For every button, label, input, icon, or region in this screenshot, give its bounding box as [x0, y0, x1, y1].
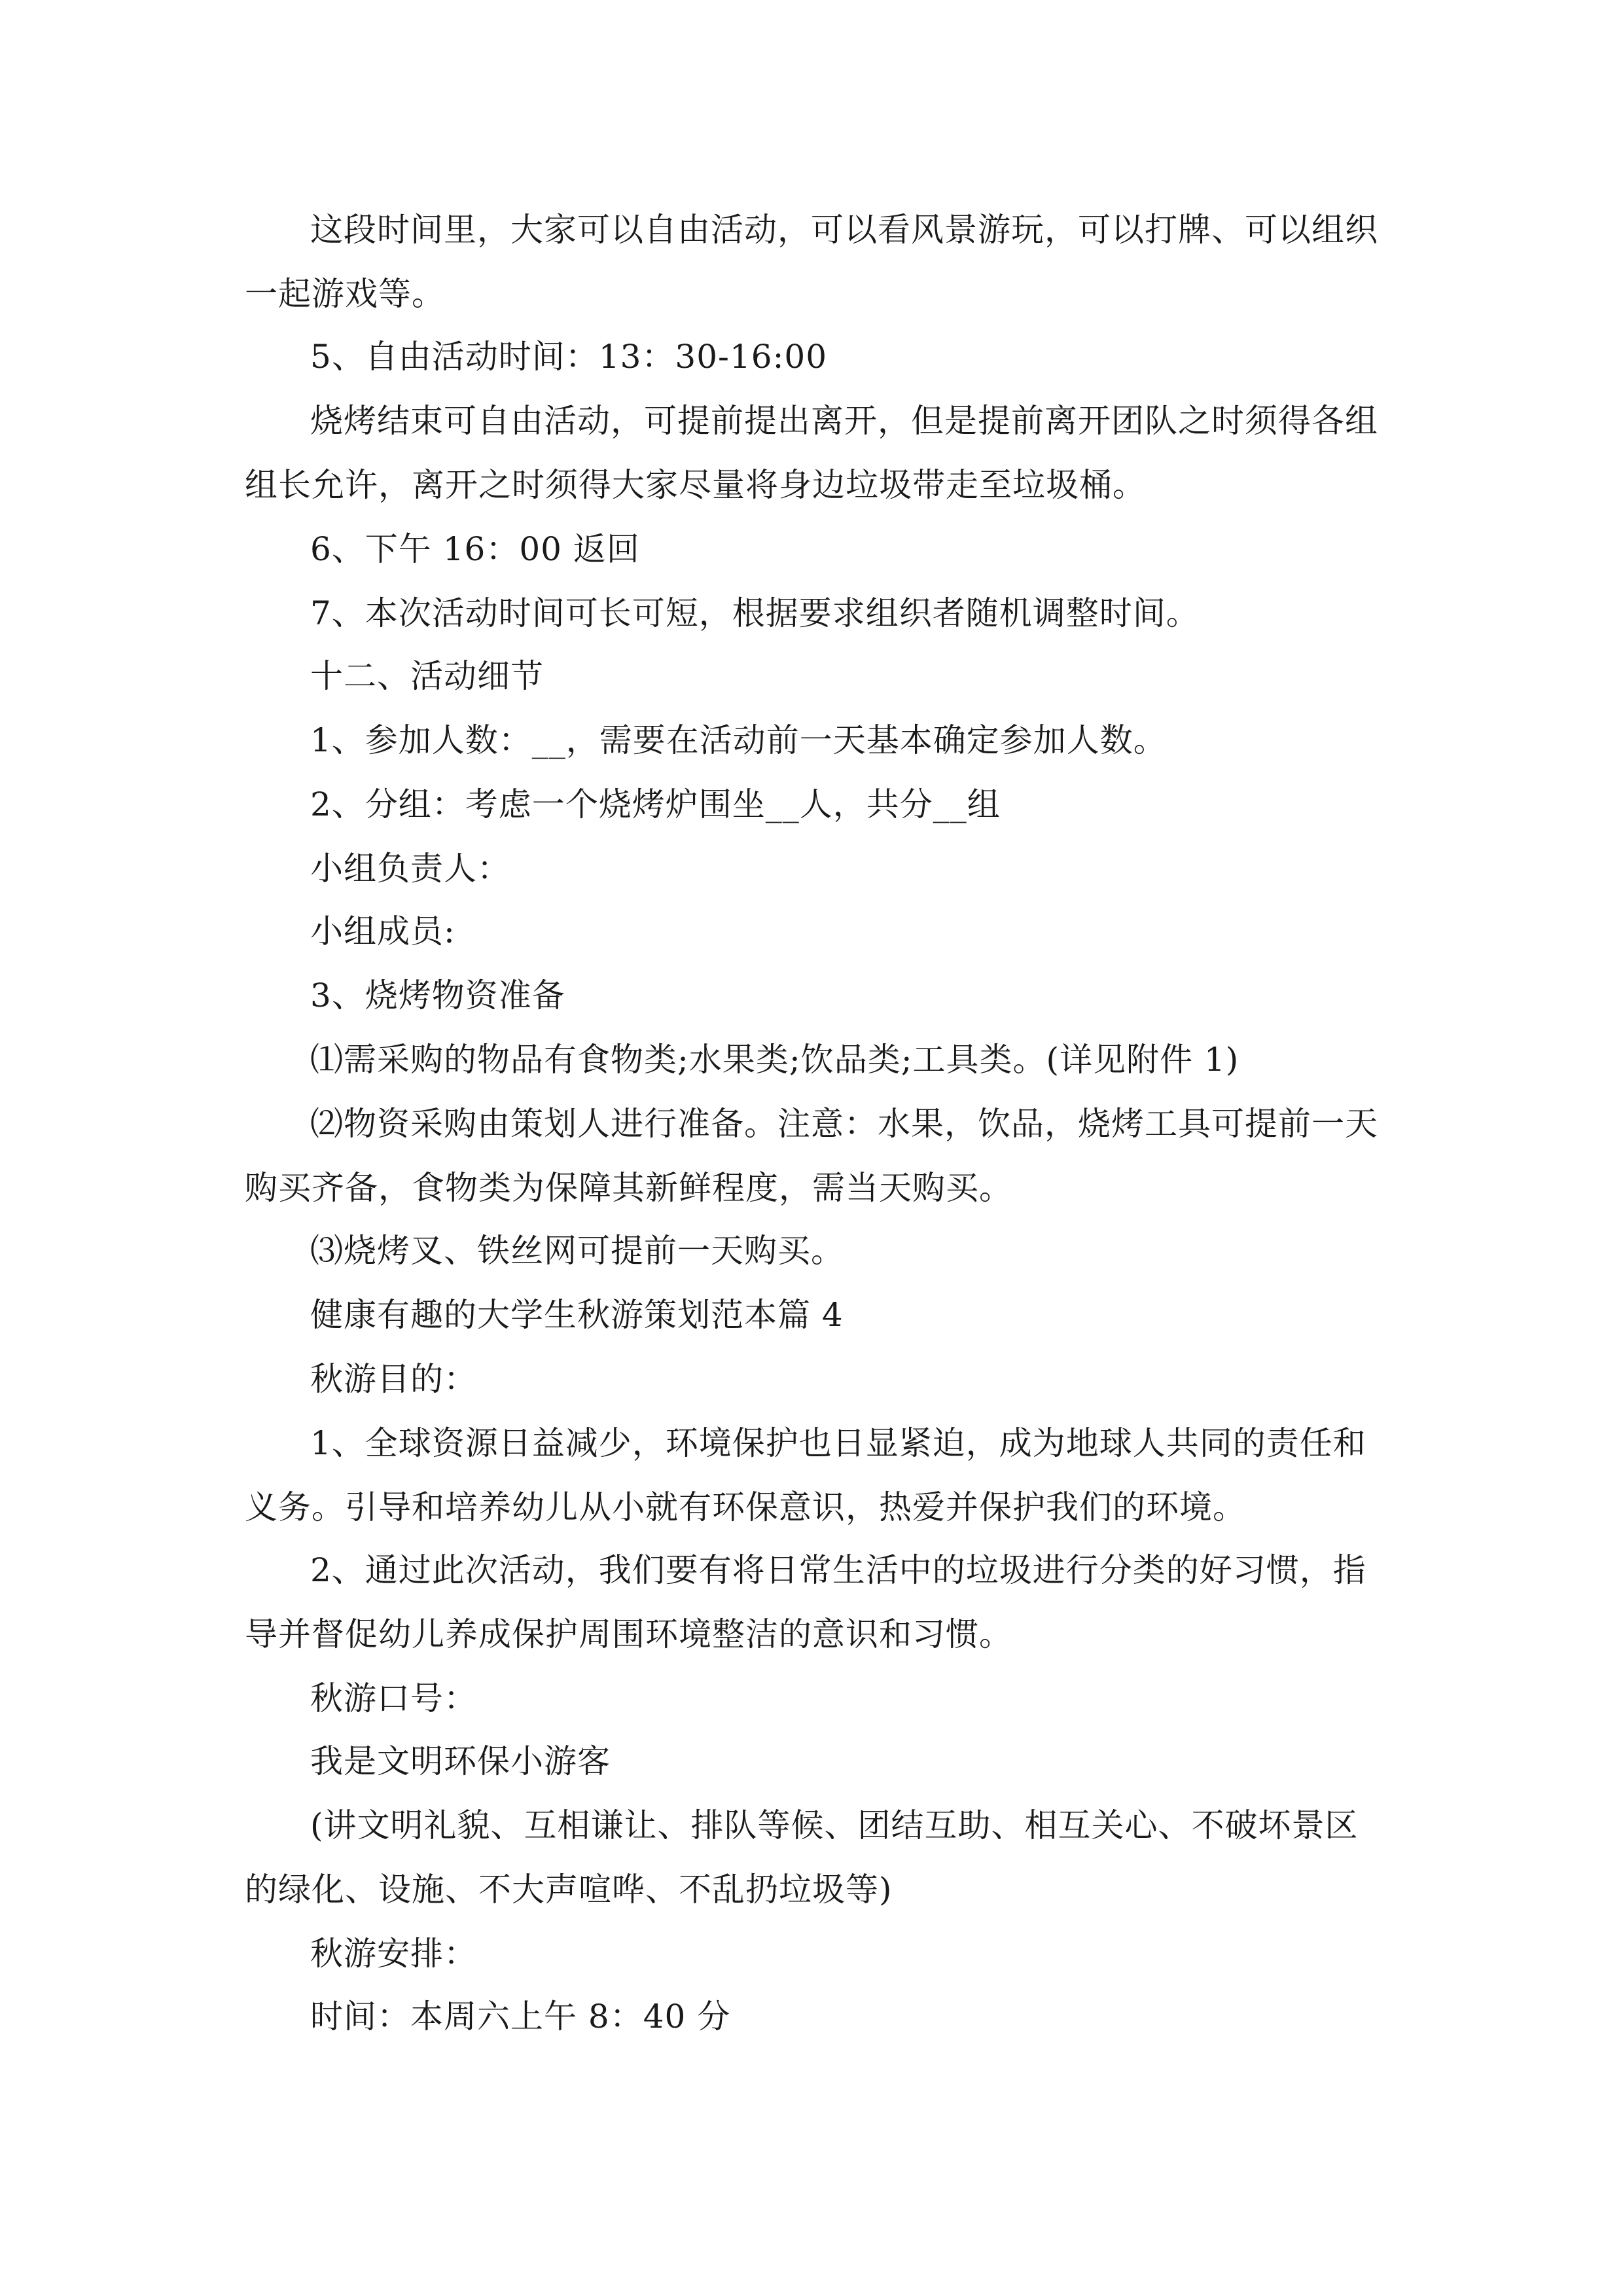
paragraph-participants: 1、参加人数：__，需要在活动前一天基本确定参加人数。	[310, 721, 1167, 759]
section-heading-activity-details: 十二、活动细节	[310, 657, 544, 695]
paragraph-supplies-1: ⑴需采购的物品有食物类;水果类;饮品类;工具类。(详见附件 1)	[310, 1041, 1240, 1079]
paragraph-supplies-2: ⑵物资采购由策划人进行准备。注意：水果，饮品，烧烤工具可提前一天购买齐备，食物类为保障其新鲜程度，需当天购买。	[245, 1105, 1378, 1207]
article-title-part-4: 健康有趣的大学生秋游策划范本篇 4	[310, 1296, 844, 1334]
paragraph-purpose-1: 1、全球资源日益减少，环境保护也日显紧迫，成为地球人共同的责任和义务。引导和培养幼儿从小就有环保意识，热爱并保护我们的环境。	[245, 1424, 1366, 1526]
paragraph-supplies-3: ⑶烧烤叉、铁丝网可提前一天购买。	[310, 1232, 844, 1270]
paragraph-group-members: 小组成员:	[310, 912, 455, 950]
paragraph-item-7: 7、本次活动时间可长可短，根据要求组织者随机调整时间。	[310, 594, 1200, 632]
paragraph-slogan: 我是文明环保小游客	[310, 1742, 611, 1780]
heading-arrangement: 秋游安排：	[310, 1935, 477, 1973]
paragraph-slogan-details: (讲文明礼貌、互相谦让、排队等候、团结互助、相互关心、不破坏景区的绿化、设施、不大声喧哗、不乱扔垃圾等)	[245, 1806, 1359, 1909]
paragraph-group-leader: 小组负责人：	[310, 850, 510, 888]
paragraph-item-6: 6、下午 16：00 返回	[310, 530, 640, 568]
paragraph-grouping: 2、分组：考虑一个烧烤炉围坐__人，共分__组	[310, 785, 1001, 823]
paragraph-free-activity-desc: 这段时间里，大家可以自由活动，可以看风景游玩，可以打牌、可以组织一起游戏等。	[245, 211, 1378, 313]
paragraph-item-5: 5、自由活动时间：13：30-16:00	[310, 338, 828, 376]
paragraph-leave-rules: 烧烤结束可自由活动，可提前提出离开，但是提前离开团队之时须得各组组长允许，离开之时须得大家尽量将身边垃圾带走至垃圾桶。	[245, 402, 1378, 504]
paragraph-time: 时间：本周六上午 8：40 分	[310, 1998, 731, 2036]
paragraph-item-3-supplies: 3、烧烤物资准备	[310, 977, 565, 1014]
heading-slogan: 秋游口号：	[310, 1679, 477, 1717]
paragraph-purpose-2: 2、通过此次活动，我们要有将日常生活中的垃圾进行分类的好习惯，指导并督促幼儿养成保护周围环境整洁的意识和习惯。	[245, 1551, 1366, 1653]
heading-purpose: 秋游目的：	[310, 1360, 477, 1398]
